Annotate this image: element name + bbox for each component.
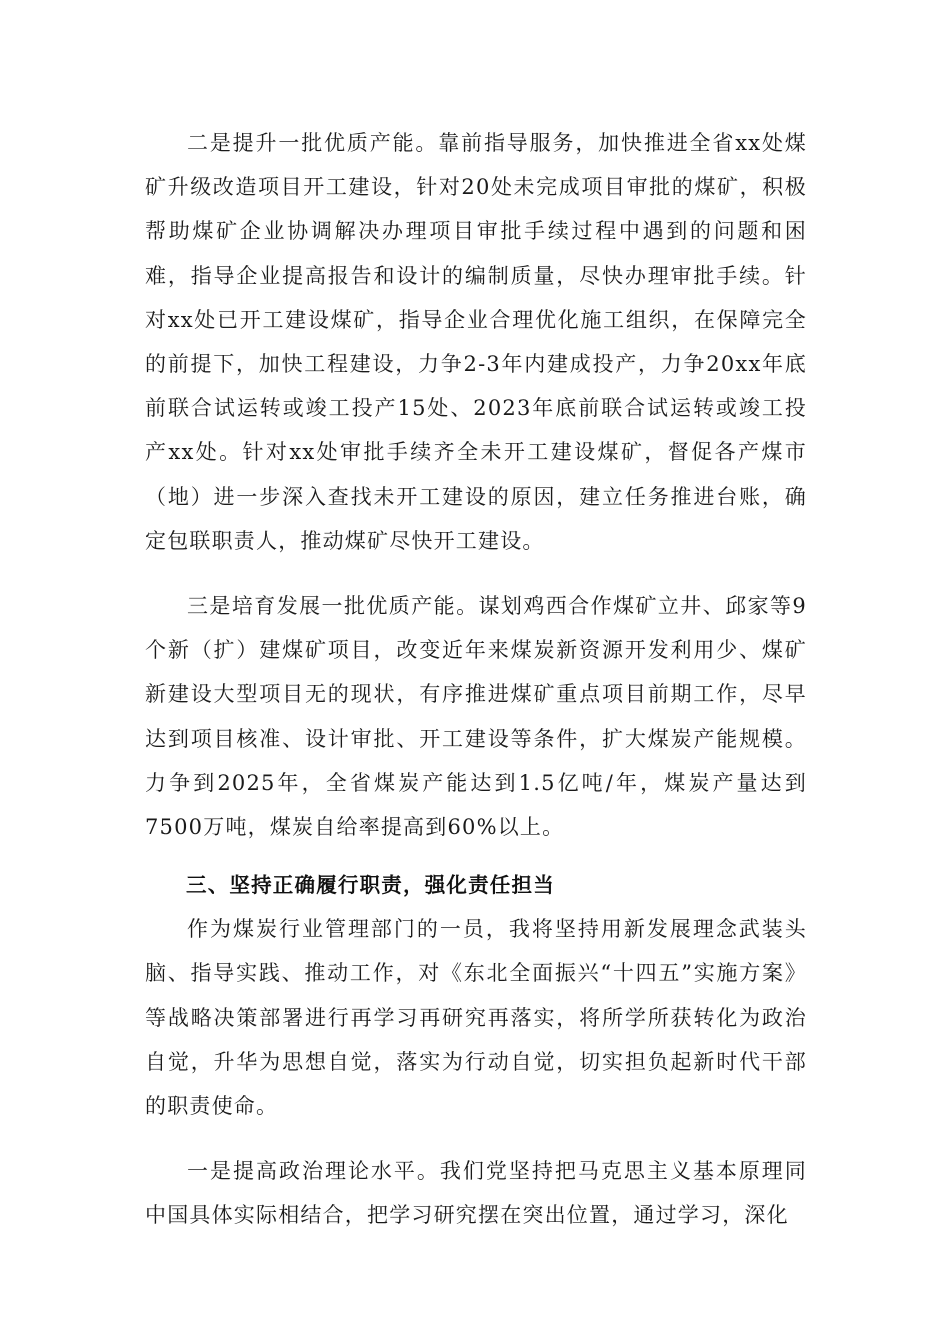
paragraph-theory: 一是提高政治理论水平。我们党坚持把马克思主义基本原理同中国具体实际相结合，把学习研究摆在突出位置，通过学习，深化 bbox=[145, 1159, 807, 1228]
paragraph-improve-capacity: 二是提升一批优质产能。靠前指导服务，加快推进全省xx处煤矿升级改造项目开工建设，针对20处未完成项目审批的煤矿，积极帮助煤矿企业协调解决办理项目审批手续过程中遇到的问题和困难，指导企业提高报告和设计的编制质量，尽快办理审批手续。针对xx处已开工建设煤矿，指导企业合理优化施工组织，在保障完全的前提下，加快工程建设，力争2-3年内建成投产，力争20xx年底前联合试运转或竣工投产15处、2023年底前联合试运转或竣工投产xx处。针对xx处审批手续齐全未开工建设煤矿，督促各产煤市（地）进一步深入查找未开工建设的原因，建立任务推进台账，确定包联职责人，推动煤矿尽快开工建设。 bbox=[145, 131, 807, 553]
section-heading: 三、坚持正确履行职责，强化责任担当 bbox=[186, 873, 555, 898]
document-body bbox=[145, 121, 807, 1238]
paragraph-role: 作为煤炭行业管理部门的一员，我将坚持用新发展理念武装头脑、指导实践、推动工作，对《东北全面振兴“十四五”实施方案》等战略决策部署进行再学习再研究再落实，将所学所获转化为政治自觉，升华为思想自觉，落实为行动自觉，切实担负起新时代干部的职责使命。 bbox=[145, 917, 807, 1119]
paragraph-cultivate-capacity: 三是培育发展一批优质产能。谋划鸡西合作煤矿立井、邱家等9个新（扩）建煤矿项目，改变近年来煤炭新资源开发利用少、煤矿新建设大型项目无的现状，有序推进煤矿重点项目前期工作，尽早达到项目核准、设计审批、开工建设等条件，扩大煤炭产能规模。力争到2025年，全省煤炭产能达到1.5亿吨/年，煤炭产量达到7500万吨，煤炭自给率提高到60%以上。 bbox=[145, 594, 807, 840]
